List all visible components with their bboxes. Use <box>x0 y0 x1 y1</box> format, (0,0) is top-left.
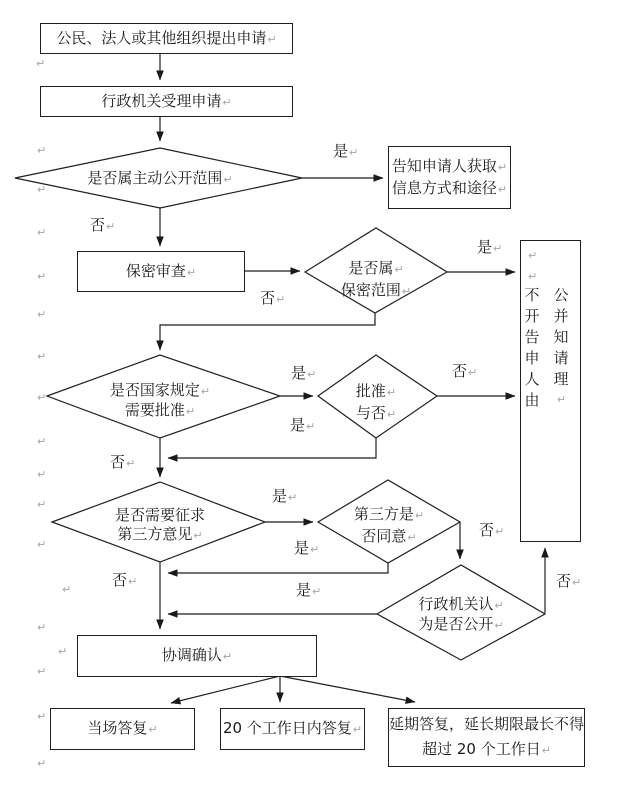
margin-pilcrow: ↵ <box>37 144 47 157</box>
pilcrow-mark: ↵ <box>541 744 551 757</box>
margin-pilcrow: ↵ <box>37 621 47 634</box>
decision-state-approval: 是否国家规定↵ 需要批准↵ <box>109 381 211 419</box>
pilcrow-mark: ↵ <box>306 420 316 433</box>
pilcrow-mark: ↵ <box>386 408 397 421</box>
pilcrow-mark: ↵ <box>148 723 158 736</box>
margin-pilcrow: ↵ <box>37 498 47 511</box>
pilcrow-mark: ↵ <box>572 576 582 589</box>
margin-pilcrow: ↵ <box>37 665 47 678</box>
pilcrow-mark: ↵ <box>126 457 136 470</box>
pilcrow-mark: ↵ <box>493 242 503 255</box>
decision-third-party-agree: 第三方是↵ 否同意↵ <box>353 505 425 545</box>
pilcrow-mark: ↵ <box>495 525 505 538</box>
decision-third-party-needed: 是否需要征求 第三方意见↵ <box>114 506 205 543</box>
edge-label-no: 否↵ <box>452 362 478 380</box>
margin-pilcrow: ↵ <box>37 391 47 404</box>
edge-label-yes: 是↵ <box>296 581 322 599</box>
edge-label-yes: 是↵ <box>333 142 359 160</box>
edge-label-yes: 是↵ <box>291 364 317 382</box>
node-inform-method: 告知申请人获取↵ 信息方式和途径↵ <box>388 146 511 209</box>
pilcrow-mark: ↵ <box>386 386 397 399</box>
node-secrecy-review: 保密审查↵ <box>77 251 245 292</box>
pilcrow-mark: ↵ <box>312 585 322 598</box>
edge-label-no: 否↵ <box>556 572 582 590</box>
decision-admin-disclose: 行政机关认↵ 为是否公开↵ <box>418 595 504 633</box>
margin-pilcrow: ↵ <box>58 645 68 658</box>
pilcrow-mark: ↵ <box>222 650 233 663</box>
edge-label-no: 否↵ <box>112 571 138 589</box>
margin-pilcrow: ↵ <box>37 435 47 448</box>
margin-pilcrow: ↵ <box>37 757 47 770</box>
node-accept: 行政机关受理申请↵ <box>40 86 293 117</box>
margin-pilcrow: ↵ <box>37 308 47 321</box>
pilcrow-mark: ↵ <box>276 293 286 306</box>
pilcrow-mark: ↵ <box>497 160 508 174</box>
margin-pilcrow: ↵ <box>62 583 72 596</box>
pilcrow-mark: ↵ <box>394 263 404 276</box>
pilcrow-mark: ↵ <box>414 509 425 522</box>
pilcrow-mark: ↵ <box>307 368 317 381</box>
pilcrow-mark: ↵ <box>349 146 359 159</box>
edge-label-no: 否↵ <box>110 453 136 471</box>
node-reply-20days: 20 个工作日内答复↵ <box>220 708 365 750</box>
node-coordinate-confirm: 协调确认↵ <box>77 635 317 677</box>
edge-label-no: 否↵ <box>260 289 286 307</box>
pilcrow-mark: ↵ <box>528 270 538 283</box>
pilcrow-mark: ↵ <box>468 366 478 379</box>
decision-secret-scope: 是否属↵ 保密范围↵ <box>340 259 412 299</box>
margin-pilcrow: ↵ <box>37 468 47 481</box>
margin-pilcrow: ↵ <box>36 57 46 70</box>
decision-approve-or-not: 批准↵ 与否↵ <box>355 382 397 422</box>
pilcrow-mark: ↵ <box>185 405 196 418</box>
pilcrow-mark: ↵ <box>222 95 232 109</box>
pilcrow-mark: ↵ <box>288 491 298 504</box>
edge-label-yes: 是↵ <box>272 487 298 505</box>
pilcrow-mark: ↵ <box>528 249 538 262</box>
pilcrow-mark: ↵ <box>407 531 417 544</box>
edge-label-no: 否↵ <box>90 216 116 234</box>
pilcrow-mark: ↵ <box>494 599 504 612</box>
pilcrow-mark: ↵ <box>193 529 203 542</box>
pilcrow-mark: ↵ <box>106 220 116 233</box>
edge-label-yes: 是↵ <box>477 238 503 256</box>
edge-label-no: 否↵ <box>479 521 505 539</box>
not-disclose-vertical-text: 不 公 开 并 告 知 申 请 人 理 由 ↵ <box>524 286 569 409</box>
node-reply-delay: 延期答复，延长期限最长不得 超过 20 个工作日↵ <box>388 708 585 767</box>
pilcrow-mark: ↵ <box>401 285 412 298</box>
edge-label-yes: 是↵ <box>290 416 316 434</box>
edge-label-yes: 是↵ <box>294 539 320 557</box>
margin-pilcrow: ↵ <box>37 350 47 363</box>
pilcrow-mark: ↵ <box>494 619 504 632</box>
pilcrow-mark: ↵ <box>497 182 508 196</box>
margin-pilcrow: ↵ <box>37 710 47 723</box>
node-reply-onspot: 当场答复↵ <box>50 708 195 750</box>
margin-pilcrow: ↵ <box>37 226 47 239</box>
pilcrow-mark: ↵ <box>223 173 233 186</box>
decision-proactive-disclosure: 是否属主动公开范围↵ <box>87 169 233 187</box>
node-apply: 公民、法人或其他组织提出申请↵ <box>40 23 293 54</box>
margin-pilcrow: ↵ <box>37 538 47 551</box>
pilcrow-mark: ↵ <box>556 393 567 406</box>
pilcrow-mark: ↵ <box>128 575 138 588</box>
pilcrow-mark: ↵ <box>267 32 277 46</box>
pilcrow-mark: ↵ <box>200 385 211 398</box>
margin-pilcrow: ↵ <box>37 270 47 283</box>
pilcrow-mark: ↵ <box>352 723 363 736</box>
pilcrow-mark: ↵ <box>186 265 197 279</box>
margin-pilcrow: ↵ <box>37 183 47 196</box>
pilcrow-mark: ↵ <box>310 543 320 556</box>
